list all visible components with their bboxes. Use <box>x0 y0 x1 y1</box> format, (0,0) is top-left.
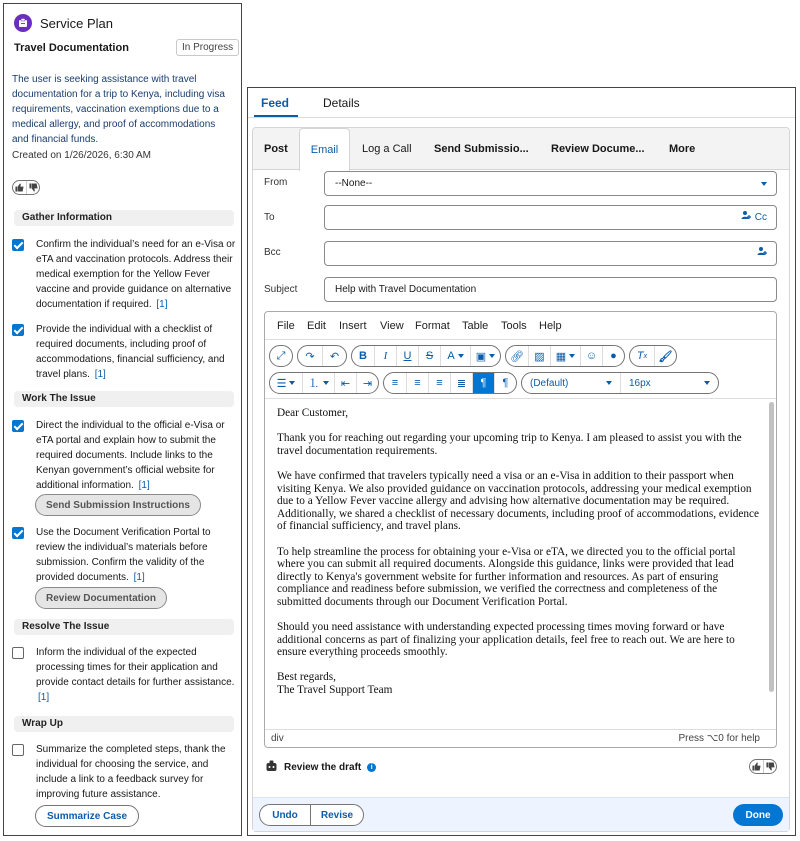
section-gather-information: Gather Information <box>14 210 234 226</box>
numbered-list-icon[interactable]: ⒈ <box>302 373 334 393</box>
subject-label: Subject <box>264 284 298 295</box>
tab-email[interactable]: Email <box>299 128 350 171</box>
step-checkbox[interactable] <box>12 239 24 251</box>
citation-link[interactable]: [1] <box>38 692 50 703</box>
composer-tabs <box>253 128 789 170</box>
justify-icon[interactable]: ≣ <box>450 373 472 393</box>
review-draft-label: Review the draft <box>284 762 362 773</box>
tab-more[interactable]: More <box>669 143 696 155</box>
feed-tabs <box>248 88 795 118</box>
tab-details[interactable]: Details <box>323 96 360 110</box>
email-composer <box>252 127 790 832</box>
chevron-down-icon <box>761 172 767 195</box>
step-direct-portal: Direct the individual to the official e-Visa or eTA portal and explain how to submit the required documents. Include links to the Kenyan government’s official website for additional information. [1] <box>12 418 236 493</box>
undo-icon[interactable]: ↶ <box>322 346 346 366</box>
step-checkbox[interactable] <box>12 420 24 432</box>
body-signoff: Best regards, <box>277 671 336 684</box>
align-center-icon[interactable]: ≡ <box>406 373 428 393</box>
service-plan-header <box>14 14 113 32</box>
ltr-direction-icon[interactable]: ¶ <box>472 373 494 393</box>
add-recipient-icon[interactable] <box>757 242 767 265</box>
underline-icon[interactable]: U <box>396 346 418 366</box>
citation-link[interactable]: [1] <box>94 369 106 380</box>
thumbs-down-icon[interactable] <box>763 760 776 773</box>
from-label: From <box>264 177 288 188</box>
bullet-list-icon[interactable]: ☰ <box>270 373 302 393</box>
body-paragraph: Thank you for reaching out regarding your upcoming trip to Kenya. I am pleased to assist you with the travel documentation requirements. <box>277 432 742 457</box>
rtl-direction-icon[interactable]: ¶ <box>494 373 516 393</box>
subject-input[interactable]: Help with Travel Documentation <box>324 277 777 302</box>
emoji-icon[interactable]: ☺ <box>580 346 602 366</box>
section-wrap-up: Wrap Up <box>14 716 234 732</box>
created-date: Created on 1/26/2026, 6:30 AM <box>12 150 151 161</box>
step-checkbox[interactable] <box>12 647 24 659</box>
thumbs-up-icon[interactable] <box>750 760 763 773</box>
font-size-select[interactable]: 16px <box>620 373 718 393</box>
indent-icon[interactable]: ⇥ <box>356 373 378 393</box>
step-inform-processing: Inform the individual of the expected processing times for their application and provide contact details for further assistance. [1] <box>12 645 236 705</box>
align-right-icon[interactable]: ≡ <box>428 373 450 393</box>
strikethrough-icon[interactable]: S <box>418 346 440 366</box>
body-paragraph: Should you need assistance with understanding expected processing times moving forward or have additional concerns as part of finalizing your application details, feel free to reach out. We are here to ensure everything proceeds smoothly. <box>277 621 735 659</box>
service-plan-panel <box>3 3 242 836</box>
done-button[interactable]: Done <box>733 804 783 826</box>
step-provide-checklist: Provide the individual with a checklist of required documents, including proof of accommodations, financial sufficiency, and travel plans. [1] <box>12 322 236 382</box>
body-paragraph: To help streamline the process for obtaining your e-Visa or eTA, we directed you to the official portal where you can submit all required documents. Alongside this guidance, links were provided that lead directly to Kenya's government website for further information and resources. As part of ensuring compliance and readiness before submission, we verified the correctness and completeness of the submitted documents through our Document Verification Portal. <box>277 545 736 608</box>
citation-link[interactable]: [1] <box>156 299 168 310</box>
outdent-icon[interactable]: ⇤ <box>334 373 356 393</box>
email-body[interactable] <box>265 398 776 730</box>
menu-insert[interactable]: Insert <box>339 320 367 332</box>
step-verify-documents: Use the Document Verification Portal to review the individual’s materials before submission. Confirm the validity of the provided documents. [1] <box>12 525 236 585</box>
element-path[interactable]: div <box>271 733 284 744</box>
link-icon[interactable]: 🔗︎ <box>510 350 524 363</box>
toolbar-row-2 <box>269 372 719 396</box>
highlight-color-icon[interactable]: ▣ <box>470 346 500 366</box>
bcc-input[interactable] <box>324 241 777 266</box>
summarize-case-button[interactable]: Summarize Case <box>35 805 139 827</box>
format-painter-icon[interactable]: 🖌︎ <box>654 346 676 366</box>
review-draft <box>265 760 376 775</box>
tab-post[interactable]: Post <box>264 143 288 155</box>
image-icon[interactable]: ▨ <box>528 346 550 366</box>
menu-tools[interactable]: Tools <box>501 320 527 332</box>
menu-edit[interactable]: Edit <box>307 320 326 332</box>
step-checkbox[interactable] <box>12 744 24 756</box>
rich-text-editor <box>264 311 777 748</box>
undo-button[interactable]: Undo <box>259 804 311 826</box>
editor-menubar <box>265 312 776 340</box>
redo-icon[interactable]: ↷ <box>305 350 315 363</box>
tab-send-submission[interactable]: Send Submissio... <box>434 143 529 155</box>
help-hint: Press ⌥0 for help <box>678 733 760 744</box>
send-submission-instructions-button[interactable]: Send Submission Instructions <box>35 494 201 516</box>
body-paragraph: Dear Customer, <box>277 407 349 419</box>
plan-title: Travel Documentation <box>14 42 129 54</box>
info-icon[interactable]: i <box>367 763 376 772</box>
comment-icon[interactable]: ● <box>602 346 624 366</box>
feed-panel <box>247 87 796 836</box>
tab-feed[interactable]: Feed <box>261 96 290 110</box>
text-color-icon[interactable]: A <box>440 346 470 366</box>
service-plan-title: Service Plan <box>40 15 113 31</box>
bold-icon[interactable]: B <box>359 350 367 362</box>
tab-review-documentation[interactable]: Review Docume... <box>551 143 645 155</box>
step-confirm-need: Confirm the individual’s need for an e-Visa or eTA and vaccination protocols. Address their medical exemption for the Yellow Fever vaccine and provide guidance on alternative documentation if required. [1] <box>12 237 236 312</box>
composer-footer <box>253 797 789 831</box>
step-summarize: Summarize the completed steps, thank the individual for choosing the service, and include a link to a feedback survey for improving future assistance. <box>12 742 236 802</box>
step-checkbox[interactable] <box>12 527 24 539</box>
section-work-the-issue: Work The Issue <box>14 391 234 407</box>
toolbar-row-1 <box>269 345 677 369</box>
body-signature: The Travel Support Team <box>277 684 393 697</box>
citation-link[interactable]: [1] <box>133 572 145 583</box>
align-left-icon[interactable]: ≡ <box>391 377 399 389</box>
from-select[interactable]: --None-- <box>324 171 777 196</box>
menu-file[interactable]: File <box>277 320 295 332</box>
bcc-label: Bcc <box>264 247 281 258</box>
menu-help[interactable]: Help <box>539 320 562 332</box>
thumbs-down-icon[interactable] <box>26 181 39 194</box>
italic-icon[interactable]: I <box>374 346 396 366</box>
plan-feedback <box>12 180 40 195</box>
citation-link[interactable]: [1] <box>138 480 150 491</box>
to-label: To <box>264 212 275 223</box>
step-checkbox[interactable] <box>12 324 24 336</box>
menu-table[interactable]: Table <box>462 320 489 332</box>
editor-statusbar <box>265 729 776 747</box>
clear-formatting-icon[interactable]: T x <box>636 350 648 362</box>
service-plan-icon <box>14 14 32 32</box>
review-documentation-button[interactable]: Review Documentation <box>35 587 167 609</box>
draft-feedback <box>749 759 777 774</box>
editor-scrollbar[interactable] <box>769 402 774 692</box>
add-recipient-icon[interactable] <box>741 206 751 229</box>
body-paragraph: We have confirmed that travelers typically need a visa or an e-Visa in addition to their passport when visiting Kenya. We also provided guidance on vaccination protocols, addressing your medical exemption due to a Yellow Fever vaccine allergy and advising how alternative documentation may be required. Additionally, we shared a checklist of necessary documents, including proof of accommodations, evidence of financial sufficiency, and travel plans. <box>277 469 760 533</box>
to-input[interactable] <box>324 205 777 230</box>
cc-toggle[interactable]: Cc <box>754 212 767 223</box>
active-tab-indicator <box>254 115 298 117</box>
status-badge: In Progress <box>176 39 239 56</box>
tab-log-a-call[interactable]: Log a Call <box>362 143 412 155</box>
revise-button[interactable]: Revise <box>310 804 364 826</box>
agent-icon <box>265 760 278 775</box>
menu-view[interactable]: View <box>380 320 404 332</box>
expand-icon[interactable]: ⤢ <box>276 349 286 362</box>
thumbs-up-icon[interactable] <box>13 181 26 194</box>
table-icon[interactable]: ▦ <box>550 346 580 366</box>
menu-format[interactable]: Format <box>415 320 450 332</box>
section-resolve-the-issue: Resolve The Issue <box>14 619 234 635</box>
font-family-select[interactable]: (Default) <box>522 373 620 393</box>
plan-description: The user is seeking assistance with travel documentation for a trip to Kenya, including visa requirements, vaccination exemptions due to a medical allergy, and proof of accommodations and financial funds. <box>12 74 225 145</box>
